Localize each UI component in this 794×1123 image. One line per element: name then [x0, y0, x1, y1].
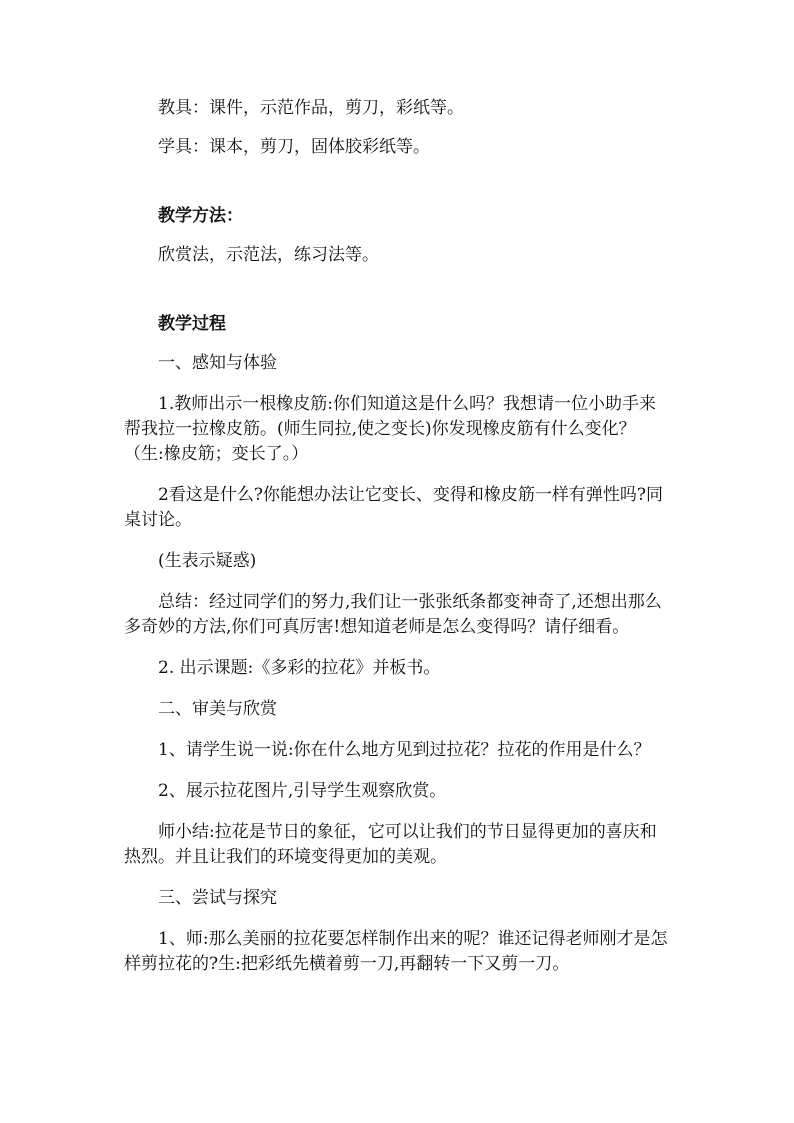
- section2-item1: 1、请学生说一说:你在什么地方见到过拉花？拉花的作用是什么？: [158, 740, 651, 760]
- section1-item2: 2看这是什么?你能想办法让它变长、变得和橡皮筋一样有弹性吗?同桌讨论。: [124, 485, 664, 530]
- methods-text: 欣赏法，示范法，练习法等。: [158, 245, 379, 265]
- section1-summary: 总结：经过同学们的努力,我们让一张张纸条都变神奇了,还想出那么多奇妙的方法,你们可真厉害!想知道老师是怎么变得吗？请仔细看。: [124, 592, 662, 637]
- section1-item1: 1.教师出示一根橡皮筋:你们知道这是什么吗？我想请一位小助手来帮我拉一拉橡皮筋。(师生同拉,使之变长)你发现橡皮筋有什么变化？（生:橡皮筋；变长了。）: [124, 394, 656, 464]
- section2-heading: 二、审美与欣赏: [158, 699, 277, 719]
- section2-item2: 2、展示拉花图片,引导学生观察欣赏。: [158, 781, 447, 801]
- section1-item4: 2. 出示课题:《多彩的拉花》并板书。: [158, 658, 441, 678]
- teaching-tools-line: 教具：课件，示范作品，剪刀，彩纸等。: [158, 98, 464, 118]
- section1-heading: 一、感知与体验: [158, 353, 277, 373]
- section2-summary: 师小结:拉花是节日的象征，它可以让我们的节日显得更加的喜庆和热烈。并且让我们的环境变得更加的美观。: [124, 822, 657, 867]
- section3-heading: 三、尝试与探究: [158, 888, 277, 908]
- learning-tools-line: 学具：课本，剪刀，固体胶彩纸等。: [158, 137, 430, 157]
- methods-heading: 教学方法：: [158, 206, 243, 226]
- process-heading: 教学过程: [158, 314, 226, 334]
- section1-item3: (生表示疑惑): [158, 551, 257, 571]
- section3-item1: 1、师:那么美丽的拉花要怎样制作出来的呢？谁还记得老师刚才是怎样剪拉花的?生:把彩纸先横着剪一刀,再翻转一下又剪一刀。: [124, 929, 668, 974]
